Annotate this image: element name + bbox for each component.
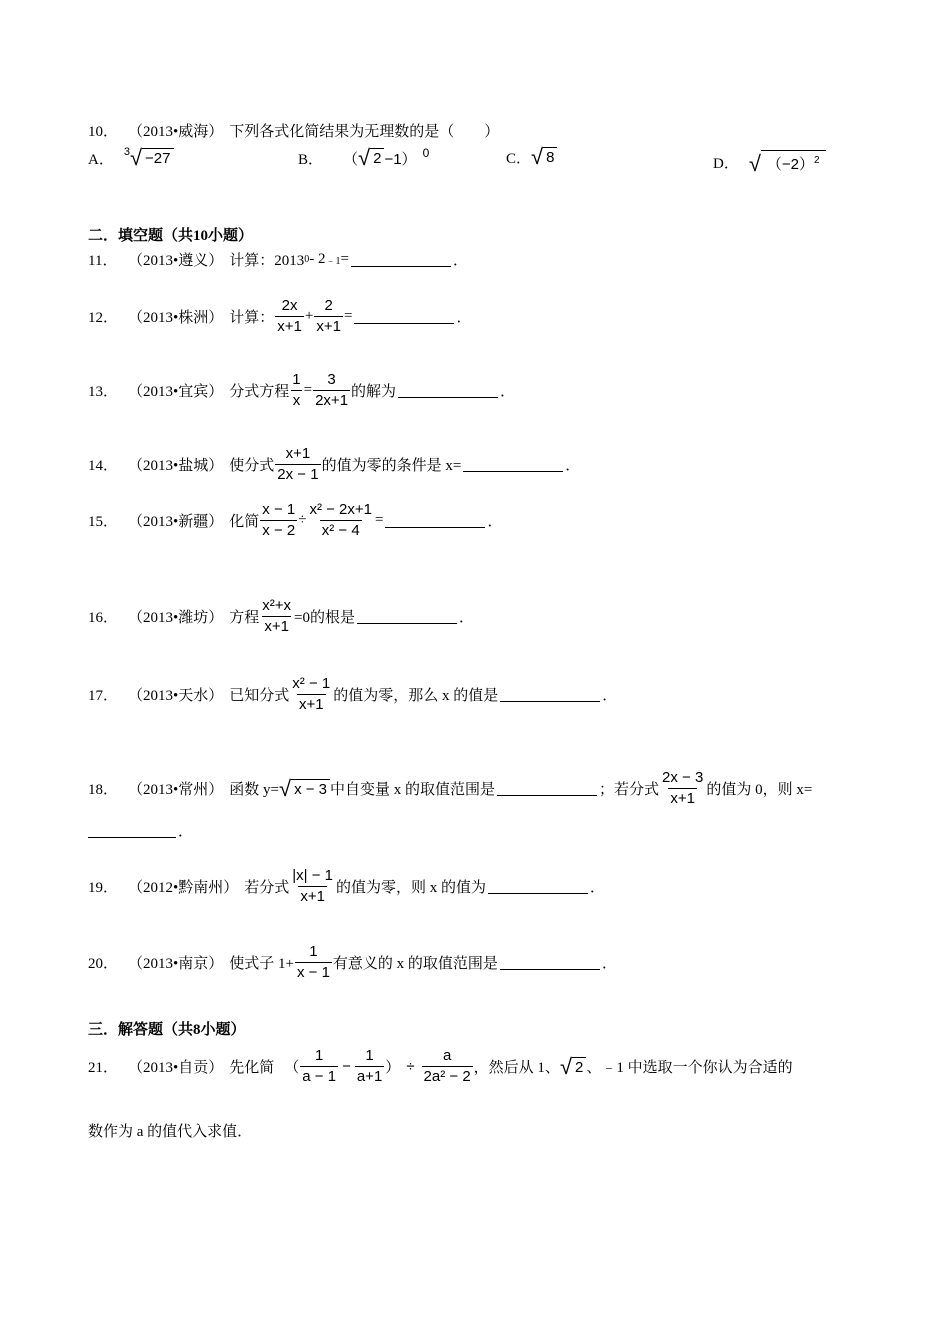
question-18 [88, 768, 812, 809]
text-pre: 若分式 [244, 880, 290, 896]
denominator: 2x+1 [315, 392, 349, 409]
text-pre: 化简 [229, 514, 260, 530]
numerator: 1 [309, 943, 318, 960]
question-number: 10． [88, 124, 119, 140]
fraction [290, 674, 332, 715]
paren-right: −1） [384, 150, 417, 168]
question-number: 13． [88, 384, 119, 400]
question-source: （2013•遵义） [128, 253, 224, 269]
question-21 [88, 1046, 793, 1087]
question-17 [88, 674, 617, 715]
denominator: x+1 [316, 318, 341, 335]
question-source: （2013•自贡） [128, 1060, 224, 1076]
question-source: （2013•南京） [128, 956, 224, 972]
question-source: （2013•株洲） [128, 310, 224, 326]
text-mid2: ；若分式 [599, 782, 660, 798]
period: ． [456, 310, 472, 326]
numerator: 2x [281, 297, 298, 314]
numerator: x²+x [262, 597, 292, 614]
square-root: √ 2 [358, 147, 384, 169]
numerator: a [442, 1047, 452, 1064]
fraction [307, 500, 374, 541]
denominator: x+1 [264, 618, 289, 635]
text-pre: 函数 y= [229, 782, 279, 798]
question-number: 11． [88, 253, 118, 269]
answer-blank[interactable] [463, 457, 563, 472]
denominator: x − 1 [296, 964, 330, 981]
denominator: x [292, 392, 301, 409]
answer-blank[interactable] [500, 687, 600, 702]
period: ． [178, 824, 194, 840]
question-number: 18． [88, 782, 119, 798]
question-source: （2013•威海） [128, 124, 224, 140]
fraction [295, 942, 332, 983]
question-11 [88, 249, 468, 270]
question-18-line2 [88, 820, 193, 841]
fraction [275, 296, 304, 337]
denominator: x+1 [670, 790, 695, 807]
denominator: x+1 [300, 888, 325, 905]
equals-sign: = [343, 308, 353, 324]
text-post: ，然后从 1、 [473, 1060, 560, 1076]
fraction [660, 768, 705, 809]
fraction [313, 370, 350, 411]
question-source: （2013•天水） [128, 688, 224, 704]
numerator: 1 [315, 1047, 324, 1064]
text-post2: 、﹣1 中选取一个你认为合适的 [586, 1060, 793, 1076]
answer-blank[interactable] [488, 879, 588, 894]
question-number: 12． [88, 310, 119, 326]
answer-blank[interactable] [354, 309, 454, 324]
section-answer: 三．解答题（共8小题） [88, 1022, 246, 1038]
question-15 [88, 500, 502, 541]
text-mid: - 2 [309, 251, 326, 267]
answer-blank[interactable] [500, 955, 600, 970]
equals-sign: = [303, 382, 313, 398]
denominator: a+1 [356, 1068, 383, 1085]
question-number: 16． [88, 610, 119, 626]
text-pre: 使分式 [229, 458, 275, 474]
numerator: x² − 2x+1 [309, 501, 372, 518]
question-number: 14． [88, 458, 119, 474]
text-post: 有意义的 x 的取值范围是 [332, 956, 498, 972]
numerator: x² − 1 [292, 675, 331, 692]
text-pre: 已知分式 [229, 688, 290, 704]
period: ． [453, 253, 469, 269]
option-label: C． [506, 150, 532, 167]
numerator: x+1 [285, 445, 311, 462]
period: ． [590, 880, 606, 896]
question-source: （2013•潍坊） [128, 610, 224, 626]
square-root: √ 8 [531, 146, 557, 168]
radicand: （−2） [766, 156, 815, 173]
text-pre: 方程 [229, 610, 260, 626]
divide-sign: ÷ [406, 1058, 415, 1075]
divide-sign: ÷ [298, 512, 307, 528]
question-21-line2: 数作为 a 的值代入求值． [88, 1124, 253, 1140]
numerator: 2x − 3 [662, 769, 704, 786]
period: ． [487, 514, 503, 530]
numerator: x − 1 [262, 501, 296, 518]
radicand: 2 [572, 1057, 586, 1078]
fraction [290, 370, 302, 411]
cube-root: √ −27 [130, 147, 174, 169]
period: ． [500, 384, 516, 400]
fraction [422, 1046, 473, 1087]
numerator: |x| − 1 [292, 867, 334, 884]
numerator: 3 [327, 371, 336, 388]
question-text: 下列各式化简结果为无理数的是（ ） [229, 124, 500, 140]
answer-blank[interactable] [385, 513, 485, 528]
square-root: √ 2 [560, 1056, 586, 1078]
question-number: 21． [88, 1060, 119, 1076]
question-source: （2013•常州） [128, 782, 224, 798]
period: ． [565, 458, 581, 474]
fraction [290, 866, 335, 907]
exponent: 0 [422, 146, 430, 160]
text-pre: 使式子 1+ [229, 956, 294, 972]
denominator: a − 1 [302, 1068, 337, 1085]
question-10 [88, 120, 499, 141]
question-source: （2013•盐城） [128, 458, 224, 474]
equals-sign: = [375, 512, 384, 528]
option-d [713, 150, 826, 175]
fraction [260, 500, 297, 541]
text-mid: 中自变量 x 的取值范围是 [330, 782, 496, 798]
question-number: 17． [88, 688, 119, 704]
answer-blank[interactable] [497, 781, 597, 796]
answer-blank[interactable] [88, 823, 176, 838]
paren-left: （ [284, 1059, 300, 1076]
square-root: √ x − 3 [279, 778, 330, 800]
question-number: 15． [88, 514, 119, 530]
denominator: x² − 4 [321, 522, 360, 539]
text-post: =0的根是 [294, 610, 356, 626]
option-label: D． [713, 156, 739, 172]
question-number: 19． [88, 880, 119, 896]
question-source: （2012•黔南州） [128, 880, 239, 896]
denominator: 2x − 1 [277, 466, 319, 483]
question-source: （2013•宜宾） [128, 384, 224, 400]
equals-sign: = [340, 251, 349, 267]
section-fill-in: 二．填空题（共10小题） [88, 228, 254, 244]
option-label: A． [88, 151, 114, 168]
text-pre: 计算：2013 [229, 253, 305, 269]
root-index: 3 [123, 146, 130, 158]
text-post: 的值为零的条件是 x= [321, 458, 462, 474]
text-post: 的解为 [351, 384, 397, 400]
radicand: x − 3 [291, 779, 330, 800]
numerator: 1 [365, 1047, 374, 1064]
answer-blank[interactable] [351, 252, 451, 267]
question-number: 20． [88, 956, 119, 972]
paren-right: ） [385, 1059, 401, 1076]
question-14 [88, 444, 580, 485]
fraction [275, 444, 320, 485]
answer-blank[interactable] [398, 383, 498, 398]
fraction [260, 596, 293, 637]
fraction [355, 1046, 384, 1087]
question-13 [88, 370, 515, 411]
option-a [88, 146, 174, 170]
text-post: 的值为零，那么 x 的值是 [333, 688, 499, 704]
option-label: B． [298, 151, 324, 168]
fraction [300, 1046, 338, 1087]
question-source: （2013•新疆） [128, 514, 224, 530]
minus-sign: − [342, 1058, 351, 1075]
text-pre: 分式方程 [229, 384, 290, 400]
question-20 [88, 942, 617, 983]
option-b [298, 146, 429, 170]
option-c [506, 146, 557, 168]
period: ． [601, 956, 617, 972]
fraction [314, 296, 343, 337]
question-19 [88, 866, 605, 907]
question-16 [88, 596, 474, 637]
denominator: x+1 [277, 318, 302, 335]
period: ． [602, 688, 618, 704]
exponent: 0 [304, 254, 310, 265]
denominator: x+1 [298, 696, 324, 713]
text-post: 的值为 0，则 x= [706, 782, 813, 798]
plus-sign: + [304, 308, 314, 324]
denominator: x − 2 [262, 522, 296, 539]
period: ． [459, 610, 475, 626]
question-12 [88, 296, 471, 337]
exponent: 2 [814, 155, 820, 166]
text-pre: 先化简 [229, 1060, 275, 1076]
text-pre: 计算： [229, 310, 275, 326]
answer-blank[interactable] [357, 609, 457, 624]
square-root: √ $(-2)^2$ [749, 150, 826, 175]
exponent: ﹣1 [325, 256, 341, 267]
text-post: 的值为零，则 x 的值为 [336, 880, 487, 896]
numerator: 2 [324, 297, 333, 314]
denominator: 2a² − 2 [423, 1068, 471, 1085]
paren-left: （ [343, 150, 359, 168]
numerator: 1 [292, 371, 301, 388]
